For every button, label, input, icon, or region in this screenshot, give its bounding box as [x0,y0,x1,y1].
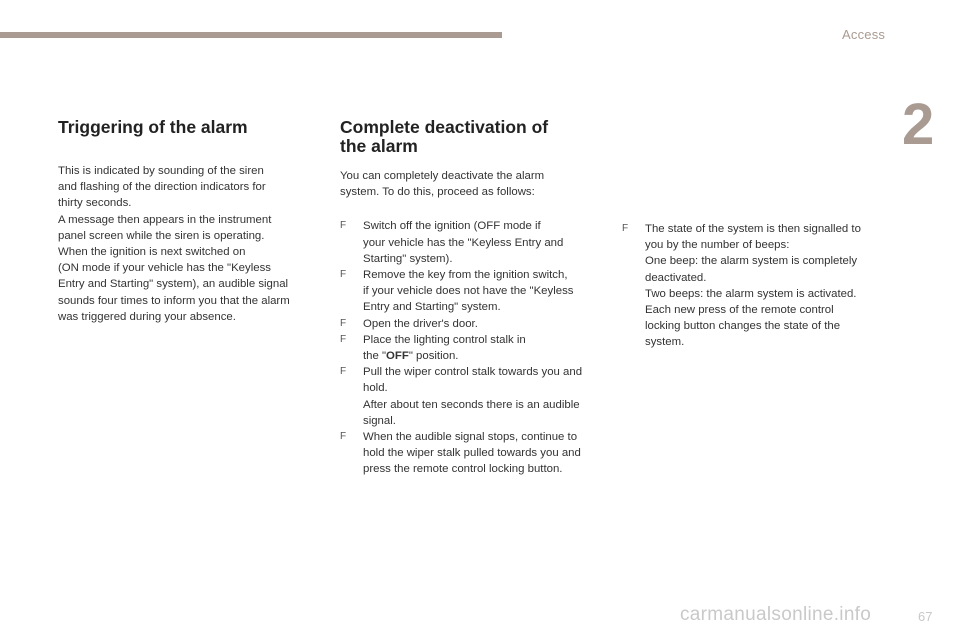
deactivation-steps [340,218,608,477]
step-item [340,332,608,364]
step-line: Entry and Starting" system. [363,301,501,314]
step-item [622,221,884,351]
body-line: A message then appears in the instrument [58,213,272,226]
step-item [340,429,608,478]
step-text: " position. [408,350,459,363]
deactivation-intro [340,168,608,200]
step-text: the " [363,350,387,363]
status-line: deactivated. [645,271,707,284]
body-line: sounds four times to inform you that the alarm [58,294,290,307]
deactivation-heading [340,118,608,156]
step-item [340,364,608,429]
status-line: The state of the system is then signalled to [645,223,861,235]
step-line: if your vehicle does not have the "Keyless [363,285,574,298]
heading-line: the alarm [340,136,418,156]
bullet-marker: F [340,431,347,443]
bullet-marker: F [340,317,347,329]
body-line: This is indicated by sounding of the siren [58,165,264,177]
body-line: was triggered during your absence. [58,310,236,323]
status-line: Each new press of the remote control [645,304,834,317]
status-line: Two beeps: the alarm system is activated. [645,287,857,300]
intro-line: You can completely deactivate the alarm [340,170,545,182]
status-line: locking button changes the state of the [645,320,841,333]
bullet-marker: F [340,269,347,281]
step-line: Switch off the ignition (OFF mode if [363,220,541,233]
bullet-marker: F [340,366,347,378]
section-label: Access [842,27,886,42]
status-line: system. [645,336,685,349]
step-line: Remove the key from the ignition switch, [363,269,568,282]
step-item [340,316,608,332]
step-line: hold. [363,382,388,395]
step-line: your vehicle has the "Keyless Entry and [363,236,564,249]
off-label: OFF [386,350,409,363]
body-line: panel screen while the siren is operating. [58,229,265,242]
body-line: thirty seconds. [58,197,132,210]
status-list [622,221,884,351]
status-line: One beep: the alarm system is completely [645,255,858,268]
body-line: When the ignition is next switched on [58,246,246,259]
bullet-marker: F [622,223,629,234]
step-line: When the audible signal stops, continue to [363,431,578,444]
step-item [340,267,608,316]
bullet-marker: F [340,220,347,232]
page-number: 67 [918,609,933,624]
watermark: carmanualsonline.info [680,604,872,625]
triggering-body [58,163,316,325]
step-line: Place the lighting control stalk in [363,333,526,346]
step-line: press the remote control locking button. [363,463,563,476]
step-line: signal. [363,414,396,427]
body-line: (ON mode if your vehicle has the "Keyless [58,262,271,275]
step-item [340,218,608,267]
header-rule [0,32,502,38]
status-column [622,221,884,351]
heading-line: Complete deactivation of [340,117,549,137]
body-line: Entry and Starting" system), an audible signal [58,278,289,291]
step-line: Open the driver's door. [363,317,478,330]
triggering-column [58,118,316,325]
triggering-heading: Triggering of the alarm [58,117,248,137]
chapter-number: 2 [902,92,935,157]
step-line: Pull the wiper control stalk towards you and [363,366,583,379]
step-line: Starting" system). [363,252,453,265]
step-line: hold the wiper stalk pulled towards you and [363,447,581,460]
status-line: you by the number of beeps: [645,239,790,252]
step-line [363,348,608,364]
step-line: After about ten seconds there is an audible [363,398,580,411]
intro-line: system. To do this, proceed as follows: [340,186,535,199]
deactivation-column [340,118,608,478]
bullet-marker: F [340,333,347,345]
body-line: and flashing of the direction indicators for [58,181,266,194]
